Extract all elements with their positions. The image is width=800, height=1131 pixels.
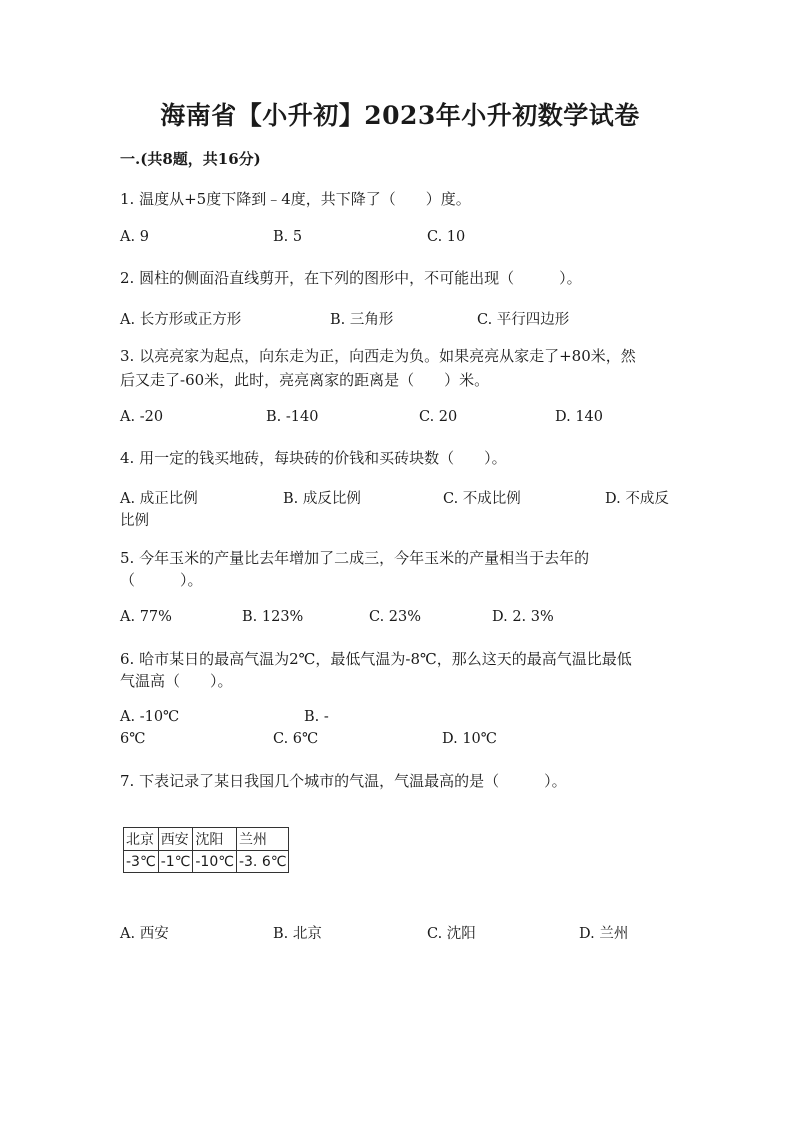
q1-option-a: A. 9: [120, 229, 149, 245]
q1-option-c: C. 10: [427, 229, 466, 245]
q7-option-c: C. 沈阳: [427, 926, 476, 942]
q4-option-c: C. 不成比例: [443, 491, 521, 507]
question-6-stem-line-1: 6. 哈市某日的最高气温为2℃，最低气温为-8℃，那么这天的最高气温比最低: [120, 650, 632, 668]
q4-option-d-continued: 比例: [120, 513, 149, 529]
page-title: 海南省【小升初】2023年小升初数学试卷: [160, 101, 640, 130]
q5-option-c: C. 23%: [369, 609, 422, 625]
q7-option-b: B. 北京: [273, 926, 322, 942]
q3-option-d: D. 140: [555, 409, 604, 425]
q3-option-a: A. -20: [120, 409, 164, 425]
city-temperature-table: [123, 827, 289, 873]
table-header-row: [124, 828, 289, 851]
q2-option-b: B. 三角形: [330, 312, 394, 328]
question-5-stem-line-1: 5. 今年玉米的产量比去年增加了二成三，今年玉米的产量相当于去年的: [120, 549, 590, 567]
q2-option-c: C. 平行四边形: [477, 312, 570, 328]
table-cell-city: 兰州: [236, 828, 289, 851]
table-cell-temperature: -3. 6℃: [236, 851, 289, 873]
question-6-stem-line-2: 气温高（ ）。: [120, 672, 233, 690]
q5-option-b: B. 123%: [242, 609, 304, 625]
question-4-stem: 4. 用一定的钱买地砖，每块砖的价钱和买砖块数（ ）。: [120, 449, 507, 467]
q6-option-d: D. 10℃: [442, 731, 497, 747]
q6-option-c: C. 6℃: [273, 731, 319, 747]
question-7-stem: 7. 下表记录了某日我国几个城市的气温，气温最高的是（ ）。: [120, 772, 567, 790]
q4-option-d: D. 不成反: [605, 491, 669, 507]
q3-option-b: B. -140: [266, 409, 319, 425]
q2-option-a: A. 长方形或正方形: [120, 312, 242, 328]
question-5-stem-line-2: （ ）。: [120, 571, 203, 589]
q3-option-c: C. 20: [419, 409, 458, 425]
table-cell-temperature: -3℃: [124, 851, 159, 873]
q7-option-a: A. 西安: [120, 926, 169, 942]
section-heading: 一.(共8题，共16分): [120, 150, 261, 168]
table-cell-city: 沈阳: [193, 828, 237, 851]
q4-option-a: A. 成正比例: [120, 491, 198, 507]
question-2-stem: 2. 圆柱的侧面沿直线剪开，在下列的图形中，不可能出现（ ）。: [120, 269, 582, 287]
q7-option-d: D. 兰州: [579, 926, 629, 942]
q6-option-a: A. -10℃: [120, 709, 180, 725]
q6-option-b-continued: 6℃: [120, 731, 146, 747]
q6-option-b: B. -: [304, 709, 329, 725]
q1-option-b: B. 5: [273, 229, 303, 245]
q4-option-b: B. 成反比例: [283, 491, 361, 507]
table-cell-city: 北京: [124, 828, 159, 851]
table-row: [124, 851, 289, 873]
table-cell-temperature: -1℃: [158, 851, 193, 873]
q5-option-a: A. 77%: [120, 609, 172, 625]
question-3-stem-line-1: 3. 以亮亮家为起点，向东走为正，向西走为负。如果亮亮从家走了+80米，然: [120, 347, 636, 365]
question-1-stem: 1. 温度从+5度下降到﹣4度，共下降了（ ）度。: [120, 190, 471, 208]
table-cell-city: 西安: [158, 828, 193, 851]
table-cell-temperature: -10℃: [193, 851, 237, 873]
q5-option-d: D. 2. 3%: [492, 609, 554, 625]
question-3-stem-line-2: 后又走了-60米，此时，亮亮离家的距离是（ ）米。: [120, 371, 490, 389]
